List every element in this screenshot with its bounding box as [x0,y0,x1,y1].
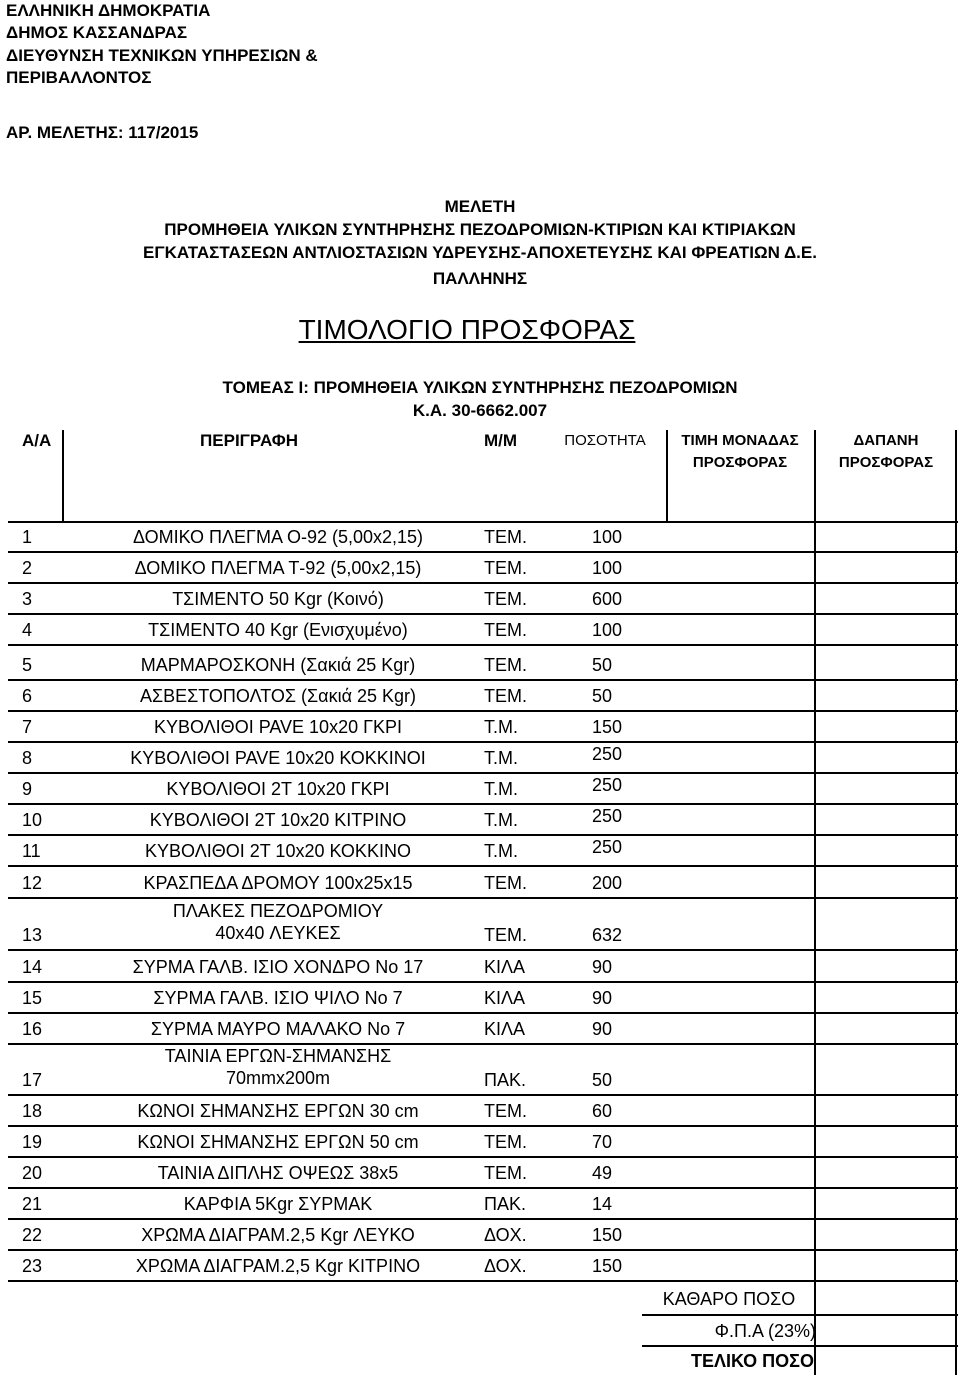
row-rule [642,1345,958,1347]
sector-code: Κ.Α. 30-6662.007 [412,401,548,420]
row-unit: ΔΟΧ. [484,1225,527,1245]
divider [955,430,957,1375]
study-number: ΑΡ. ΜΕΛΕΤΗΣ: 117/2015 [6,123,199,142]
divider [62,430,64,522]
row-aa: 16 [22,1019,43,1039]
row-aa: 3 [22,589,33,609]
row-unit: ΤΕΜ. [484,589,527,609]
row-unit: ΔΟΧ. [484,1256,527,1276]
row-desc: ΣΥΡΜΑ ΓΑΛΒ. ΙΣΙΟ ΧΟΝΔΡΟ Νο 17 [132,957,424,977]
row-aa: 6 [22,686,33,706]
row-rule [8,644,958,646]
org-line-3: ΔΙΕΥΘΥΝΣΗ ΤΕΧΝΙΚΩΝ ΥΠΗΡΕΣΙΩΝ & [6,46,318,65]
row-rule [8,521,958,523]
row-qty: 150 [592,1225,623,1245]
row-unit: ΤΕΜ. [484,925,527,945]
row-qty: 632 [592,925,623,945]
col-qty-header: ΠΟΣΟΤΗΤΑ [564,432,646,449]
row-qty: 600 [592,589,623,609]
row-unit: ΠΑΚ. [484,1194,527,1214]
row-aa: 10 [22,810,43,830]
row-rule [8,1218,958,1220]
row-aa: 5 [22,655,33,675]
row-qty: 50 [592,686,613,706]
row-aa: 13 [22,925,43,945]
row-desc: ΚΥΒΟΛΙΘΟΙ PAVE 10x20 ΚΟΚΚΙΝΟΙ [130,748,426,768]
divider [666,430,668,522]
row-unit: ΚΙΛΑ [484,1019,526,1039]
row-desc: ΚΥΒΟΛΙΘΟΙ 2Τ 10x20 ΓΚΡΙ [166,779,390,799]
row-aa: 11 [22,841,41,861]
study-line-3: ΠΑΛΛΗΝΗΣ [432,269,528,288]
row-unit: ΤΕΜ. [484,873,527,893]
row-rule [8,865,958,867]
sector-line-1: ΤΟΜΕΑΣ Ι: ΠΡΟΜΗΘΕΙΑ ΥΛΙΚΩΝ ΣΥΝΤΗΡΗΣΗΣ ΠΕΖΟΔΡΟΜΙΩΝ [222,378,738,397]
row-aa: 22 [22,1225,43,1245]
row-rule [8,949,958,951]
row-rule [642,1314,958,1316]
row-aa: 14 [22,957,43,977]
row-qty: 90 [592,957,613,977]
row-desc: ΚΑΡΦΙΑ 5Kgr ΣΥΡΜΑΚ [183,1194,373,1214]
row-qty: 70 [592,1132,613,1152]
row-desc: ΤΣΙΜΕΝΤΟ 40 Kgr (Ενισχυμένο) [148,620,408,640]
row-unit: Τ.Μ. [484,748,519,768]
row-unit: ΤΕΜ. [484,655,527,675]
row-desc: ΚΩΝΟΙ ΣΗΜΑΝΣΗΣ ΕΡΓΩΝ 50 cm [137,1132,419,1152]
row-unit: ΤΕΜ. [484,558,527,578]
row-aa: 18 [22,1101,43,1121]
row-aa: 19 [22,1132,43,1152]
row-qty: 150 [592,1256,623,1276]
row-rule [8,679,958,681]
row-rule [8,1125,958,1127]
row-desc: ΠΛΑΚΕΣ ΠΕΖΟΔΡΟΜΙΟΥ 40x40 ΛΕΥΚΕΣ [172,901,384,943]
row-desc: ΚΥΒΟΛΙΘΟΙ 2Τ 10x20 ΚΟΚΚΙΝΟ [145,841,411,861]
row-rule [8,1156,958,1158]
row-desc: ΣΥΡΜΑ ΜΑΥΡΟ ΜΑΛΑΚΟ Νο 7 [150,1019,406,1039]
row-desc: ΜΑΡΜΑΡΟΣΚΟΝΗ (Σακιά 25 Kgr) [140,655,416,675]
row-unit: ΤΕΜ. [484,620,527,640]
row-rule [8,741,958,743]
row-unit: ΤΕΜ. [484,1163,527,1183]
row-rule [8,551,958,553]
row-desc: ΚΥΒΟΛΙΘΟΙ PAVE 10x20 ΓΚΡΙ [153,717,403,737]
row-qty: 250 [592,806,623,826]
row-rule [8,897,958,899]
org-line-4: ΠΕΡΙΒΑΛΛΟΝΤΟΣ [6,68,152,87]
org-line-2: ΔΗΜΟΣ ΚΑΣΣΑΝΔΡΑΣ [6,23,188,42]
row-aa: 8 [22,748,33,768]
col-price-header: ΤΙΜΗ ΜΟΝΑΔΑΣ ΠΡΟΣΦΟΡΑΣ [681,432,799,471]
page-title: ΤΙΜΟΛΟΓΙΟ ΠΡΟΣΦΟΡΑΣ [298,314,636,345]
row-desc: ΔΟΜΙΚΟ ΠΛΕΓΜΑ Ο-92 (5,00x2,15) [132,527,424,547]
row-rule [8,981,958,983]
row-qty: 150 [592,717,623,737]
row-unit: ΤΕΜ. [484,1132,527,1152]
row-desc: ΔΟΜΙΚΟ ΠΛΕΓΜΑ Τ-92 (5,00x2,15) [134,558,422,578]
row-qty: 100 [592,527,623,547]
row-aa: 7 [22,717,33,737]
row-rule [8,1187,958,1189]
row-aa: 20 [22,1163,43,1183]
row-aa: 9 [22,779,33,799]
net-amount-label: ΚΑΘΑΡΟ ΠΟΣΟ [662,1289,796,1309]
row-aa: 4 [22,620,33,640]
row-desc: ΑΣΒΕΣΤΟΠΟΛΤΟΣ (Σακιά 25 Kgr) [139,686,417,706]
org-line-1: ΕΛΛΗΝΙΚΗ ΔΗΜΟΚΡΑΤΙΑ [6,1,211,20]
row-qty: 50 [592,1070,613,1090]
row-qty: 14 [592,1194,613,1214]
col-aa-header: Α/Α [22,431,52,450]
row-unit: ΠΑΚ. [484,1070,527,1090]
row-qty: 50 [592,655,613,675]
row-aa: 1 [22,527,33,547]
row-aa: 15 [22,988,43,1008]
row-desc: ΤΣΙΜΕΝΤΟ 50 Kgr (Κοινό) [172,589,384,609]
row-unit: Τ.Μ. [484,717,519,737]
row-unit: Τ.Μ. [484,779,519,799]
col-unit-header: Μ/Μ [484,431,518,450]
study-label: ΜΕΛΕΤΗ [444,197,516,216]
row-rule [8,1094,958,1096]
row-rule [8,1249,958,1251]
row-rule [8,710,958,712]
row-qty: 250 [592,837,623,857]
row-rule [8,1043,958,1045]
row-aa: 21 [22,1194,43,1214]
row-qty: 250 [592,744,623,764]
row-qty: 90 [592,988,613,1008]
col-cost-header: ΔΑΠΑΝΗ ΠΡΟΣΦΟΡΑΣ [838,432,934,471]
row-qty: 60 [592,1101,613,1121]
row-unit: ΚΙΛΑ [484,957,526,977]
row-aa: 17 [22,1070,43,1090]
row-rule [8,803,958,805]
row-qty: 200 [592,873,623,893]
row-aa: 23 [22,1256,43,1276]
row-rule [8,1012,958,1014]
study-line-2: ΕΓΚΑΤΑΣΤΑΣΕΩΝ ΑΝΤΛΙΟΣΤΑΣΙΩΝ ΥΔΡΕΥΣΗΣ-ΑΠΟΧΕΤΕΥΣΗΣ ΚΑΙ ΦΡΕΑΤΙΩΝ Δ.Ε. [143,243,817,262]
row-aa: 2 [22,558,33,578]
row-rule [8,772,958,774]
row-qty: 49 [592,1163,613,1183]
row-unit: Τ.Μ. [484,810,519,830]
row-qty: 100 [592,620,623,640]
row-unit: ΤΕΜ. [484,527,527,547]
row-unit: Τ.Μ. [484,841,519,861]
row-rule [8,613,958,615]
row-rule [8,582,958,584]
study-line-1: ΠΡΟΜΗΘΕΙΑ ΥΛΙΚΩΝ ΣΥΝΤΗΡΗΣΗΣ ΠΕΖΟΔΡΟΜΙΩΝ-ΚΤΙΡΙΩΝ ΚΑΙ ΚΤΙΡΙΑΚΩΝ [164,220,796,239]
row-desc: ΤΑΙΝΙΑ ΔΙΠΛΗΣ ΟΨΕΩΣ 38x5 [157,1163,399,1183]
row-desc: ΚΥΒΟΛΙΘΟΙ 2Τ 10x20 ΚΙΤΡΙΝΟ [149,810,407,830]
row-desc: ΣΥΡΜΑ ΓΑΛΒ. ΙΣΙΟ ΨΙΛΟ Νο 7 [153,988,403,1008]
row-desc: ΧΡΩΜΑ ΔΙΑΓΡΑΜ.2,5 Kgr ΚΙΤΡΙΝΟ [135,1256,421,1276]
row-aa: 12 [22,873,43,893]
divider [814,430,816,1375]
row-unit: ΤΕΜ. [484,686,527,706]
row-unit: ΚΙΛΑ [484,988,526,1008]
row-desc: ΤΑΙΝΙΑ ΕΡΓΩΝ-ΣΗΜΑΝΣΗΣ 70mmx200m [164,1046,392,1088]
row-desc: ΚΩΝΟΙ ΣΗΜΑΝΣΗΣ ΕΡΓΩΝ 30 cm [137,1101,419,1121]
row-desc: ΧΡΩΜΑ ΔΙΑΓΡΑΜ.2,5 Kgr ΛΕΥΚΟ [141,1225,415,1245]
vat-label: Φ.Π.Α (23%) [714,1321,816,1341]
total-amount-label: ΤΕΛΙΚΟ ΠΟΣΟ [691,1351,814,1371]
col-desc-header: ΠΕΡΙΓΡΑΦΗ [200,431,299,450]
row-qty: 250 [592,775,623,795]
row-rule [8,834,958,836]
row-unit: ΤΕΜ. [484,1101,527,1121]
row-rule [8,1280,958,1282]
row-qty: 90 [592,1019,613,1039]
row-desc: ΚΡΑΣΠΕΔΑ ΔΡΟΜΟΥ 100x25x15 [143,873,413,893]
row-qty: 100 [592,558,623,578]
